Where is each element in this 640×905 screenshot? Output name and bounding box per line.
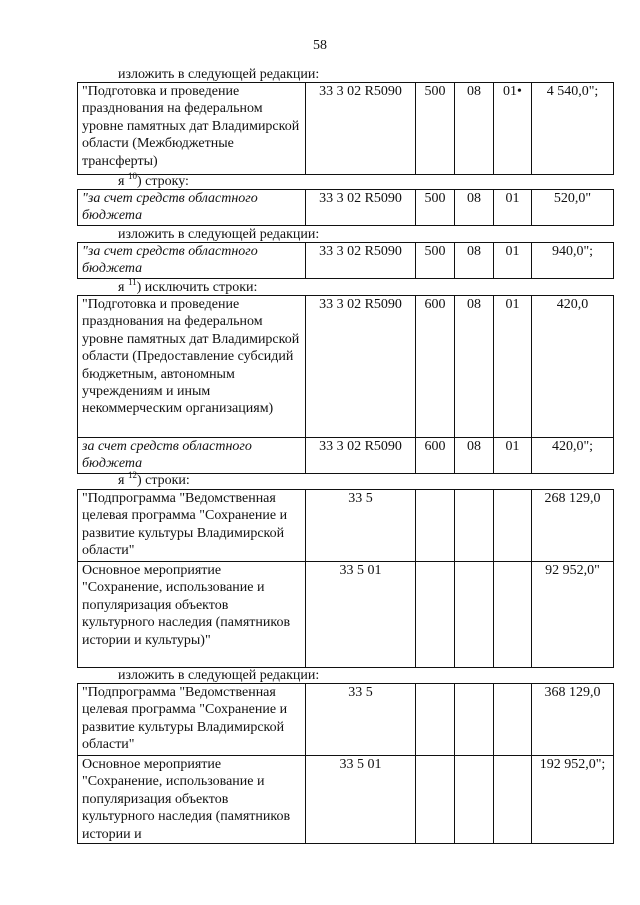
instruction-text [118, 470, 190, 489]
row-code: 33 5 01 [306, 756, 416, 844]
row-sum: 92 952,0" [532, 562, 614, 668]
row-expense-type: 600 [416, 296, 455, 438]
budget-table [77, 82, 614, 175]
row-expense-type: 600 [416, 438, 455, 474]
row-sum: 268 129,0 [532, 490, 614, 562]
row-section [455, 562, 494, 668]
row-name: "Подпрограмма "Ведомственная целевая программа "Сохранение и развитие культуры Владимирской области" [78, 684, 306, 756]
row-name: "Подготовка и проведение празднования на федеральном уровне памятных дат Владимирской области (Предоставление субсидий бюджетным, автономным учреждениям и иным некоммерческим организациям) [78, 296, 306, 438]
row-subsection: 01 [494, 438, 532, 474]
instruction-suffix: ) строку: [136, 174, 189, 189]
row-sum: 192 952,0"; [532, 756, 614, 844]
row-name: за счет средств областного бюджета [78, 438, 306, 474]
instruction-text: изложить в следующей редакции: [118, 668, 320, 683]
row-section: 08 [455, 190, 494, 226]
table-row [78, 562, 614, 668]
row-subsection [494, 490, 532, 562]
instruction-text: изложить в следующей редакции: [118, 227, 320, 242]
table-row [78, 296, 614, 438]
footnote-number: 10 [127, 171, 137, 181]
row-expense-type [416, 684, 455, 756]
row-expense-type [416, 756, 455, 844]
row-code: 33 5 01 [306, 562, 416, 668]
instruction-suffix: ) строки: [136, 473, 190, 488]
instruction-prefix: я [118, 473, 128, 488]
table-row [78, 243, 614, 279]
row-section: 08 [455, 243, 494, 279]
row-expense-type [416, 562, 455, 668]
row-subsection: 01 [494, 190, 532, 226]
row-name: "за счет средств областного бюджета [78, 243, 306, 279]
footnote-number: 11 [127, 277, 137, 287]
row-name: "Подпрограмма "Ведомственная целевая программа "Сохранение и развитие культуры Владимирской области" [78, 490, 306, 562]
row-sum: 4 540,0"; [532, 83, 614, 175]
budget-table [77, 683, 614, 844]
row-code: 33 5 [306, 684, 416, 756]
table-row [78, 490, 614, 562]
row-expense-type: 500 [416, 190, 455, 226]
row-section [455, 756, 494, 844]
row-subsection [494, 684, 532, 756]
budget-table [77, 189, 614, 226]
row-code: 33 3 02 R5090 [306, 190, 416, 226]
row-name: "за счет средств областного бюджета [78, 190, 306, 226]
row-code: 33 3 02 R5090 [306, 438, 416, 474]
row-expense-type: 500 [416, 83, 455, 175]
row-code: 33 3 02 R5090 [306, 83, 416, 175]
instruction-prefix: я [118, 174, 128, 189]
row-sum: 940,0"; [532, 243, 614, 279]
budget-table [77, 295, 614, 474]
row-sum: 368 129,0 [532, 684, 614, 756]
instruction-suffix: ) исключить строки: [136, 280, 258, 295]
row-subsection: 01• [494, 83, 532, 175]
row-sum: 420,0"; [532, 438, 614, 474]
row-section: 08 [455, 83, 494, 175]
row-expense-type: 500 [416, 243, 455, 279]
instruction-text: изложить в следующей редакции: [118, 67, 320, 82]
table-row [78, 438, 614, 474]
instruction-prefix: я [118, 280, 128, 295]
row-subsection [494, 562, 532, 668]
row-sum: 520,0" [532, 190, 614, 226]
row-section: 08 [455, 296, 494, 438]
row-name: Основное мероприятие "Сохранение, использование и популяризация объектов культурного наследия (памятников истории и [78, 756, 306, 844]
table-row [78, 190, 614, 226]
row-code: 33 5 [306, 490, 416, 562]
row-code: 33 3 02 R5090 [306, 243, 416, 279]
row-expense-type [416, 490, 455, 562]
row-code: 33 3 02 R5090 [306, 296, 416, 438]
instruction-text [118, 277, 258, 296]
row-name: Основное мероприятие "Сохранение, использование и популяризация объектов культурного наследия (памятников истории и культуры)" [78, 562, 306, 668]
footnote-number: 12 [127, 470, 137, 480]
row-section: 08 [455, 438, 494, 474]
row-name: "Подготовка и проведение празднования на федеральном уровне памятных дат Владимирской области (Межбюджетные трансферты) [78, 83, 306, 175]
row-subsection [494, 756, 532, 844]
row-subsection: 01 [494, 296, 532, 438]
instruction-text [118, 171, 189, 190]
table-row [78, 684, 614, 756]
row-section [455, 684, 494, 756]
table-row [78, 83, 614, 175]
row-subsection: 01 [494, 243, 532, 279]
row-sum: 420,0 [532, 296, 614, 438]
page-number: 58 [313, 38, 327, 53]
budget-table [77, 242, 614, 279]
budget-table [77, 489, 614, 668]
row-section [455, 490, 494, 562]
table-row [78, 756, 614, 844]
